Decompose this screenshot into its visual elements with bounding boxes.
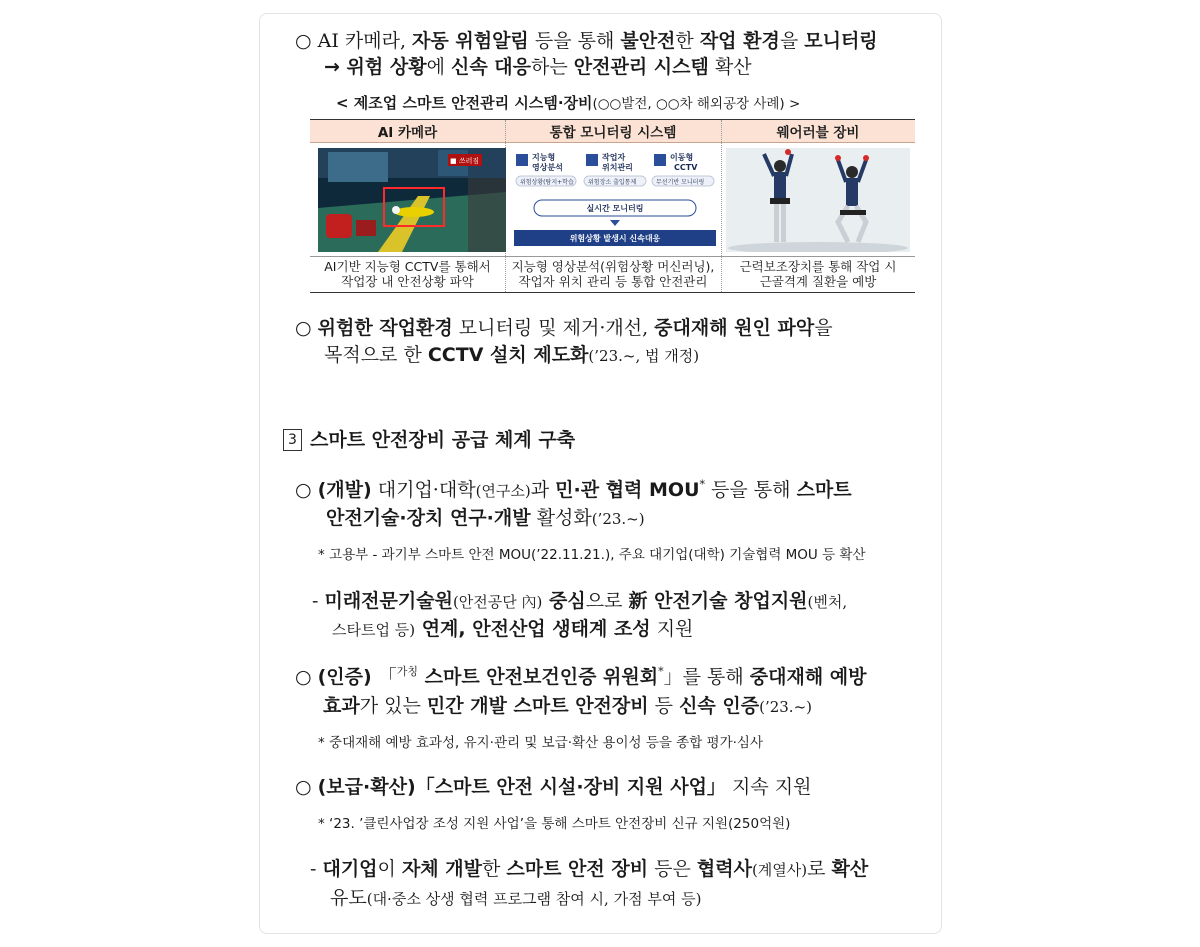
table-title-bold: < 제조업 스마트 안전관리 시스템·장비 (336, 94, 593, 112)
text-run: ○ (295, 776, 318, 798)
bullet-certification-line-1 (295, 662, 867, 689)
bullet-development-line-1 (295, 475, 852, 502)
header-monitoring: 통합 모니터링 시스템 (505, 120, 721, 143)
bold-text-run: (인증) (317, 666, 372, 688)
ai-camera-photo (318, 148, 506, 252)
text-run: 대기업·대학 (371, 479, 476, 501)
text-run: ○ (295, 30, 318, 52)
text-run: * (658, 665, 664, 678)
case-table (310, 119, 915, 293)
bold-text-run: 자동 위험알림 (412, 30, 529, 52)
text-run: AI 카메라, (317, 30, 413, 52)
bold-text-run: 스마트 (796, 479, 852, 501)
text-run: 등을 통해 (705, 479, 797, 501)
bullet-distribution-line-1 (295, 772, 811, 799)
text-run: ○ (295, 666, 318, 688)
text-run: (’23.~) (591, 510, 645, 528)
text-run: ○ (295, 317, 318, 339)
bold-text-run: (보급·확산) (317, 776, 416, 798)
text-run: 을 (779, 30, 805, 52)
text-run: * (699, 478, 706, 491)
svg-text:영상분석: 영상분석 (532, 163, 563, 172)
text-run: 등을 통해 (528, 30, 621, 52)
text-run: 으로 (585, 590, 629, 612)
table-title-rest: (○○발전, ○○차 해외공장 사례) > (592, 96, 801, 112)
bold-text-run: 대기업 (322, 858, 378, 880)
table-title (336, 92, 800, 113)
bullet-ai-camera-line-2 (324, 52, 752, 79)
text-run: 「 (371, 666, 397, 688)
text-run: (안전공단 內) (452, 593, 543, 611)
bullet-development-line-2 (326, 503, 645, 530)
header-wearable: 웨어러블 장비 (721, 120, 915, 143)
svg-text:위험상황 발생시 신속대응: 위험상황 발생시 신속대응 (569, 234, 661, 243)
bold-text-run: 안전관리 시스템 (573, 56, 709, 78)
monitoring-diagram (514, 148, 716, 252)
bold-text-run: (개발) (317, 479, 372, 501)
dash-future-tech-line-1 (312, 586, 847, 613)
text-run: 목적으로 한 (324, 344, 428, 366)
bold-text-run: 미래전문기술원 (324, 590, 453, 612)
note-certification: * 중대재해 예방 효과성, 유지·관리 및 보급·확산 용이성 등을 종합 평가·심사 (318, 735, 764, 751)
text-run: (대·중소 상생 협력 프로그램 참여 시, 가점 부여 등) (366, 890, 702, 908)
bold-text-run: 확산 (831, 858, 869, 880)
section-3-heading (283, 425, 575, 452)
dash-future-tech-line-2 (332, 614, 693, 641)
bold-text-run: 신속 대응 (450, 56, 532, 78)
bold-text-run: 안전기술·장치 연구·개발 (326, 507, 531, 529)
svg-text:■ 쓰러짐: ■ 쓰러짐 (450, 157, 480, 165)
text-run: - (312, 590, 325, 612)
bullet-ai-camera-line-1 (295, 26, 878, 53)
text-run: 에 (426, 56, 451, 78)
text-run: 하는 (531, 56, 574, 78)
text-run: 등은 (648, 858, 697, 880)
bold-text-run: 효과 (323, 695, 360, 717)
monitor-box-1-title: 지능형 (532, 153, 556, 162)
section-title: 스마트 안전장비 공급 체계 구축 (310, 429, 576, 451)
bullet-cctv-line-1 (295, 313, 833, 340)
caption-ai-camera: AI기반 지능형 CCTV를 통해서 작업장 내 안전상황 파악 (310, 256, 505, 289)
bold-text-run: CCTV 설치 제도화 (427, 344, 589, 366)
bold-text-run: 「스마트 안전 시설·장비 지원 사업」 (415, 776, 726, 798)
text-run: 이 (377, 858, 402, 880)
text-run: 과 (530, 479, 556, 501)
bold-text-run: 협력사 (696, 858, 752, 880)
text-run: 한 (481, 858, 507, 880)
caption-wearable: 근력보조장치를 통해 작업 시 근골격계 질환을 예방 (721, 256, 915, 289)
bold-text-run: 新 안전기술 창업지원 (628, 590, 808, 612)
text-run: (연구소) (475, 482, 531, 500)
text-run: 모니터링 및 제거·개선, (452, 317, 655, 339)
bold-text-run: 작업 환경 (699, 30, 780, 52)
bold-text-run: → 위험 상황 (324, 56, 427, 78)
svg-text:작업자: 작업자 (602, 153, 626, 162)
svg-text:위험상황(탐지+학습: 위험상황(탐지+학습 (520, 179, 574, 186)
text-run: 가칭 (396, 665, 419, 678)
text-run: 을 (814, 317, 833, 339)
note-mou: * 고용부 - 과기부 스마트 안전 MOU(’22.11.21.), 주요 대기업(대학) 기술협력 MOU 등 확산 (318, 547, 866, 563)
text-run: 가 있는 (359, 695, 427, 717)
text-run: (’23.~, 법 개정) (588, 347, 700, 365)
section-number-box: 3 (283, 429, 302, 451)
text-run: (계열사) (751, 861, 808, 879)
text-run: 지원 (650, 618, 694, 640)
bullet-certification-line-2 (323, 691, 812, 718)
text-run: 등 (648, 695, 680, 717)
note-clean-workplace: * ‘23. ’클린사업장 조성 지원 사업’을 통해 스마트 안전장비 신규 지원(250억원) (318, 816, 791, 832)
bold-text-run: 연계, 안전산업 생태계 조성 (415, 618, 651, 640)
text-run: 로 (807, 858, 832, 880)
text-run: 활성화 (530, 507, 592, 529)
svg-text:이동형: 이동형 (670, 153, 694, 162)
text-run: (벤처, (807, 593, 848, 611)
header-ai-camera: AI 카메라 (310, 120, 505, 143)
svg-text:실시간 모니터링: 실시간 모니터링 (586, 204, 644, 213)
bold-text-run: 신속 인증 (679, 695, 760, 717)
dash-large-company-line-2 (330, 883, 701, 910)
bold-text-run: 중심 (542, 590, 586, 612)
text-run: 스타트업 등) (332, 621, 416, 639)
bold-text-run: 스마트 안전보건인증 위원회 (418, 666, 659, 688)
bold-text-run: 민·관 협력 MOU (555, 479, 700, 501)
bold-text-run: 중대재해 예방 (749, 666, 867, 688)
svg-text:무선기반 모니터링: 무선기반 모니터링 (656, 179, 705, 186)
wearable-photo (726, 148, 910, 252)
text-run: (’23.~) (759, 698, 812, 716)
bold-text-run: 모니터링 (804, 30, 878, 52)
bold-text-run: 스마트 안전 장비 (506, 858, 649, 880)
bold-text-run: 자체 개발 (401, 858, 482, 880)
caption-monitoring: 지능형 영상분석(위험상황 머신러닝), 작업자 위치 관리 등 통합 안전관리 (505, 256, 721, 289)
svg-text:CCTV: CCTV (674, 163, 698, 172)
text-run: 확산 (708, 56, 752, 78)
bold-text-run: 위험한 작업환경 (317, 317, 453, 339)
text-run: ○ (295, 479, 318, 501)
svg-text:위험장소 출입통제: 위험장소 출입통제 (588, 179, 637, 186)
text-run: 지속 지원 (725, 776, 812, 798)
text-run: 유도 (330, 887, 367, 909)
text-run: - (310, 858, 323, 880)
dash-large-company-line-1 (310, 854, 868, 881)
text-run: 」를 통해 (663, 666, 750, 688)
bold-text-run: 중대재해 원인 파악 (654, 317, 815, 339)
svg-text:위치관리: 위치관리 (602, 163, 633, 172)
text-run: 한 (675, 30, 700, 52)
bold-text-run: 불안전 (620, 30, 676, 52)
bullet-cctv-line-2 (324, 340, 699, 367)
bold-text-run: 민간 개발 스마트 안전장비 (426, 695, 649, 717)
